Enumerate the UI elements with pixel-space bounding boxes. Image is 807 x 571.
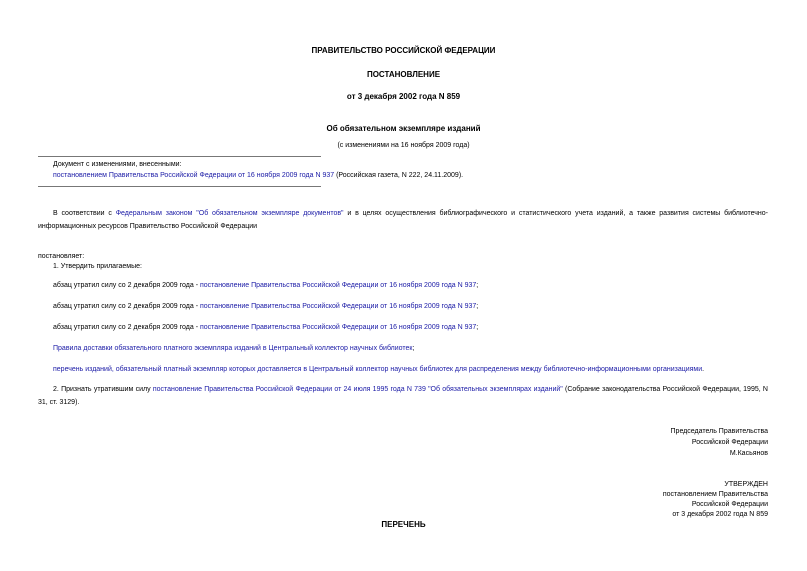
abolished-text: абзац утратил силу со 2 декабря 2009 года - <box>53 303 200 310</box>
abolished-paragraph <box>53 303 478 310</box>
abolished-text: абзац утратил силу со 2 декабря 2009 года - <box>53 324 200 331</box>
abolished-link[interactable]: постановление Правительства Российской Федерации от 16 ноября 2009 года N 937 <box>199 303 477 310</box>
abolished-end: ; <box>476 282 479 289</box>
repealed-decree-link[interactable]: постановление Правительства Российской Федерации от 24 июля 1995 года N 739 "Об обязательных экземплярах изданий" <box>152 386 563 393</box>
document-title: Об обязательном экземпляре изданий <box>326 124 481 133</box>
signature-country: Российской Федерации <box>691 439 768 446</box>
item-2-suffix: (Собрание законодательства Российской Федерации, 1995, N 31, ст. 3129). <box>38 386 768 406</box>
rules-item <box>53 345 414 352</box>
date-number-heading: от 3 декабря 2002 года N 859 <box>346 92 461 101</box>
preamble-paragraph <box>38 207 768 233</box>
federal-law-link[interactable]: Федеральным законом "Об обязательном экземпляре документов" <box>115 210 344 217</box>
list-end: . <box>702 366 705 373</box>
abolished-link[interactable]: постановление Правительства Российской Федерации от 16 ноября 2009 года N 937 <box>199 282 477 289</box>
item-1: 1. Утвердить прилагаемые: <box>53 263 142 270</box>
amendment-link[interactable]: постановлением Правительства Российской Федерации от 16 ноября 2009 года N 937 <box>53 172 335 179</box>
rules-link[interactable]: Правила доставки обязательного платного экземпляра изданий в Центральный коллектор научных библиотек <box>53 345 413 352</box>
list-title: ПЕРЕЧЕНЬ <box>381 520 426 529</box>
amendments-label: Документ с изменениями, внесенными: <box>53 161 182 168</box>
publications-list-item <box>53 366 704 373</box>
abolished-end: ; <box>476 303 479 310</box>
rules-end: ; <box>412 345 415 352</box>
amendments-top-rule <box>38 156 321 157</box>
abolished-end: ; <box>476 324 479 331</box>
government-heading: ПРАВИТЕЛЬСТВО РОССИЙСКОЙ ФЕДЕРАЦИИ <box>311 46 496 55</box>
approved-country: Российской Федерации <box>691 501 768 508</box>
amendment-source: (Российская газета, N 222, 24.11.2009). <box>334 172 464 179</box>
preamble-suffix: и в целях осуществления библиографического и статистического учета изданий, а также развития системы библиотечно-информационных ресурсов Правительство Российской Федерации <box>38 210 769 230</box>
doc-type-heading: ПОСТАНОВЛЕНИЕ <box>366 70 441 79</box>
item-2-paragraph <box>38 383 768 409</box>
signature-position: Председатель Правительства <box>670 428 768 435</box>
decree-word: постановляет: <box>38 253 85 260</box>
amendments-line <box>53 172 463 179</box>
abolished-paragraph <box>53 324 478 331</box>
abolished-paragraph <box>53 282 478 289</box>
abolished-link[interactable]: постановление Правительства Российской Федерации от 16 ноября 2009 года N 937 <box>199 324 477 331</box>
signature-name: М.Касьянов <box>729 450 768 457</box>
publications-list-link[interactable]: перечень изданий, обязательный платный экземпляр которых доставляется в Центральный коллектор научных библиотек для распределения между библиотечно-информационными организациями <box>53 366 703 373</box>
approved-date: от 3 декабря 2002 года N 859 <box>672 511 768 518</box>
abolished-text: абзац утратил силу со 2 декабря 2009 года - <box>53 282 200 289</box>
approved-heading: УТВЕРЖДЕН <box>724 481 768 488</box>
amendments-bottom-rule <box>38 186 321 187</box>
amended-note: (с изменениями на 16 ноября 2009 года) <box>337 142 470 149</box>
item-2-prefix: 2. Признать утратившим силу <box>53 386 153 393</box>
approved-by: постановлением Правительства <box>662 491 768 498</box>
preamble-prefix: В соответствии с <box>53 210 116 217</box>
